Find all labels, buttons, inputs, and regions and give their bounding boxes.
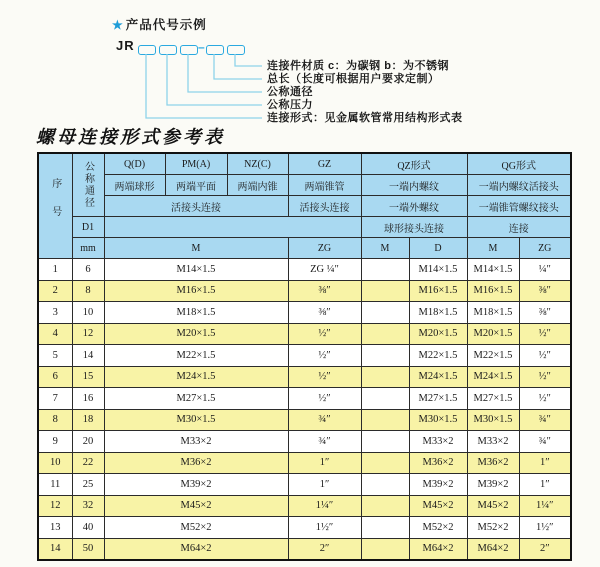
cell-mm: 15 (72, 366, 104, 388)
cell-qz_m (361, 517, 409, 539)
header-col-qz: QZ形式 (361, 153, 467, 175)
header-sub-gz: 两端锥管 (288, 175, 361, 196)
table-row (38, 409, 571, 431)
cell-qz_d: M20×1.5 (409, 323, 467, 345)
cell-qg_m: M33×2 (467, 431, 519, 453)
header-unit-mm: mm (72, 238, 104, 259)
code-dash: – (198, 40, 205, 54)
cell-qz_m (361, 302, 409, 324)
cell-no: 8 (38, 409, 72, 431)
header-row-4 (38, 217, 571, 238)
cell-qz_m (361, 431, 409, 453)
diagram-label-diameter: 公称通径 (267, 86, 313, 98)
diagram-label-length: 总长（长度可根据用户要求定制） (267, 73, 440, 85)
cell-m: M14×1.5 (104, 259, 288, 281)
header-row-5 (38, 238, 571, 259)
table-row (38, 431, 571, 453)
cell-qg_m: M52×2 (467, 517, 519, 539)
header-col-nzc: NZ(C) (227, 153, 288, 175)
cell-qz_m (361, 259, 409, 281)
table-row (38, 323, 571, 345)
cell-m: M33×2 (104, 431, 288, 453)
cell-qz_d: M24×1.5 (409, 366, 467, 388)
diagram-label-connection: 连接形式：见金属软管常用结构形式表 (267, 112, 463, 124)
cell-qg_zg: ½″ (519, 345, 571, 367)
cell-m: M39×2 (104, 474, 288, 496)
header-connect-qg: 连接 (467, 217, 571, 238)
cell-qg_zg: 1″ (519, 474, 571, 496)
cell-qz_d: M52×2 (409, 517, 467, 539)
star-icon: ★ (112, 18, 124, 32)
cell-no: 14 (38, 538, 72, 560)
header-sub-pma: 两端平面 (165, 175, 227, 196)
cell-qg_zg: 1″ (519, 452, 571, 474)
header-unit-zg: ZG (288, 238, 361, 259)
product-code-diagram (0, 0, 600, 125)
cell-m: M16×1.5 (104, 280, 288, 302)
cell-no: 2 (38, 280, 72, 302)
cell-qz_d: M16×1.5 (409, 280, 467, 302)
cell-qz_d: M39×2 (409, 474, 467, 496)
header-row-3 (38, 196, 571, 217)
cell-mm: 20 (72, 431, 104, 453)
header-ext-thread-qz: 一端外螺纹 (361, 196, 467, 217)
cell-m: M36×2 (104, 452, 288, 474)
header-union-gz: 活接头连接 (288, 196, 361, 217)
table-row (38, 366, 571, 388)
cell-m: M22×1.5 (104, 345, 288, 367)
cell-qg_m: M45×2 (467, 495, 519, 517)
header-col-pma: PM(A) (165, 153, 227, 175)
table-header (38, 153, 571, 259)
cell-qz_m (361, 409, 409, 431)
cell-gz: ¾″ (288, 409, 361, 431)
cell-qz_m (361, 280, 409, 302)
table-row (38, 302, 571, 324)
cell-mm: 40 (72, 517, 104, 539)
cell-mm: 14 (72, 345, 104, 367)
header-union-left: 活接头连接 (104, 196, 288, 217)
cell-qg_zg: ¾″ (519, 431, 571, 453)
cell-gz: ½″ (288, 345, 361, 367)
table-row (38, 517, 571, 539)
cell-mm: 12 (72, 323, 104, 345)
cell-qz_d: M27×1.5 (409, 388, 467, 410)
cell-qz_d: M30×1.5 (409, 409, 467, 431)
cell-mm: 18 (72, 409, 104, 431)
cell-qz_m (361, 452, 409, 474)
cell-no: 10 (38, 452, 72, 474)
cell-qg_m: M30×1.5 (467, 409, 519, 431)
cell-mm: 6 (72, 259, 104, 281)
cell-qg_m: M27×1.5 (467, 388, 519, 410)
header-col-gz: GZ (288, 153, 361, 175)
header-sub-qg: 一端内螺纹活接头 (467, 175, 571, 196)
cell-qz_d: M33×2 (409, 431, 467, 453)
cell-qg_zg: ½″ (519, 323, 571, 345)
cell-no: 1 (38, 259, 72, 281)
cell-qz_m (361, 538, 409, 560)
diagram-title-text: 产品代号示例 (125, 18, 207, 32)
cell-mm: 10 (72, 302, 104, 324)
cell-no: 5 (38, 345, 72, 367)
cell-qg_m: M24×1.5 (467, 366, 519, 388)
cell-no: 4 (38, 323, 72, 345)
table-row (38, 452, 571, 474)
cell-gz: ¾″ (288, 431, 361, 453)
cell-no: 7 (38, 388, 72, 410)
cell-qz_d: M22×1.5 (409, 345, 467, 367)
cell-m: M45×2 (104, 495, 288, 517)
header-empty-cell (104, 217, 361, 238)
diagram-label-material: 连接件材质 c：为碳钢 b：为不锈钢 (267, 60, 449, 72)
cell-qg_zg: ¼″ (519, 259, 571, 281)
cell-no: 9 (38, 431, 72, 453)
cell-no: 12 (38, 495, 72, 517)
table-body (38, 259, 571, 561)
cell-m: M18×1.5 (104, 302, 288, 324)
cell-no: 11 (38, 474, 72, 496)
header-ball-joint-qz: 球形接头连接 (361, 217, 467, 238)
table-row (38, 388, 571, 410)
table-row (38, 280, 571, 302)
diagram-label-pressure: 公称压力 (267, 99, 313, 111)
cell-mm: 25 (72, 474, 104, 496)
table-row (38, 538, 571, 560)
cell-gz: ½″ (288, 366, 361, 388)
cell-m: M24×1.5 (104, 366, 288, 388)
header-unit-m: M (104, 238, 288, 259)
cell-qg_zg: 1½″ (519, 517, 571, 539)
cell-gz: ZG ¼″ (288, 259, 361, 281)
header-sub-nzc: 两端内锥 (227, 175, 288, 196)
header-serial-no: 序号 (38, 153, 72, 259)
cell-m: M27×1.5 (104, 388, 288, 410)
cell-no: 3 (38, 302, 72, 324)
header-col-qg: QG形式 (467, 153, 571, 175)
cell-qg_m: M16×1.5 (467, 280, 519, 302)
cell-qg_m: M64×2 (467, 538, 519, 560)
header-unit-qg-m: M (467, 238, 519, 259)
table-row (38, 259, 571, 281)
header-sub-qz: 一端内螺纹 (361, 175, 467, 196)
header-sub-qd: 两端球形 (104, 175, 165, 196)
cell-gz: 2″ (288, 538, 361, 560)
cell-qz_d: M14×1.5 (409, 259, 467, 281)
cell-mm: 22 (72, 452, 104, 474)
cell-qz_d: M36×2 (409, 452, 467, 474)
cell-qg_m: M36×2 (467, 452, 519, 474)
product-code-prefix: JR (116, 38, 135, 53)
table-title: 螺母连接形式参考表 (36, 127, 225, 147)
header-taper-joint-qg: 一端锥管螺纹接头 (467, 196, 571, 217)
cell-qg_zg: ⅜″ (519, 280, 571, 302)
cell-qg_m: M20×1.5 (467, 323, 519, 345)
cell-qg_zg: ½″ (519, 388, 571, 410)
header-unit-qz-d: D (409, 238, 467, 259)
cell-m: M30×1.5 (104, 409, 288, 431)
header-unit-qz-m: M (361, 238, 409, 259)
table-row (38, 495, 571, 517)
table-row (38, 345, 571, 367)
cell-gz: 1″ (288, 452, 361, 474)
header-unit-qg-zg: ZG (519, 238, 571, 259)
cell-qz_m (361, 345, 409, 367)
cell-qz_m (361, 474, 409, 496)
cell-mm: 16 (72, 388, 104, 410)
header-nominal-diameter: 公称通径 (72, 153, 104, 217)
cell-qg_m: M22×1.5 (467, 345, 519, 367)
cell-gz: 1¼″ (288, 495, 361, 517)
cell-qz_d: M18×1.5 (409, 302, 467, 324)
cell-gz: ½″ (288, 323, 361, 345)
header-col-qd: Q(D) (104, 153, 165, 175)
cell-qz_d: M45×2 (409, 495, 467, 517)
nut-connection-reference-table (37, 152, 572, 561)
cell-m: M52×2 (104, 517, 288, 539)
header-d1: D1 (72, 217, 104, 238)
header-row-2 (38, 175, 571, 196)
cell-qg_zg: ¾″ (519, 409, 571, 431)
cell-qg_zg: ½″ (519, 366, 571, 388)
cell-qg_m: M39×2 (467, 474, 519, 496)
cell-gz: 1″ (288, 474, 361, 496)
cell-qz_m (361, 323, 409, 345)
cell-qg_m: M18×1.5 (467, 302, 519, 324)
cell-mm: 50 (72, 538, 104, 560)
cell-m: M64×2 (104, 538, 288, 560)
cell-mm: 32 (72, 495, 104, 517)
cell-qg_zg: ⅜″ (519, 302, 571, 324)
cell-qg_zg: 2″ (519, 538, 571, 560)
cell-no: 6 (38, 366, 72, 388)
cell-no: 13 (38, 517, 72, 539)
cell-qz_m (361, 366, 409, 388)
cell-qz_m (361, 495, 409, 517)
header-row-1 (38, 153, 571, 175)
cell-gz: ⅜″ (288, 280, 361, 302)
cell-m: M20×1.5 (104, 323, 288, 345)
cell-qg_zg: 1¼″ (519, 495, 571, 517)
cell-gz: ⅜″ (288, 302, 361, 324)
cell-qg_m: M14×1.5 (467, 259, 519, 281)
cell-gz: 1½″ (288, 517, 361, 539)
cell-qz_d: M64×2 (409, 538, 467, 560)
cell-gz: ½″ (288, 388, 361, 410)
table-row (38, 474, 571, 496)
cell-qz_m (361, 388, 409, 410)
cell-mm: 8 (72, 280, 104, 302)
